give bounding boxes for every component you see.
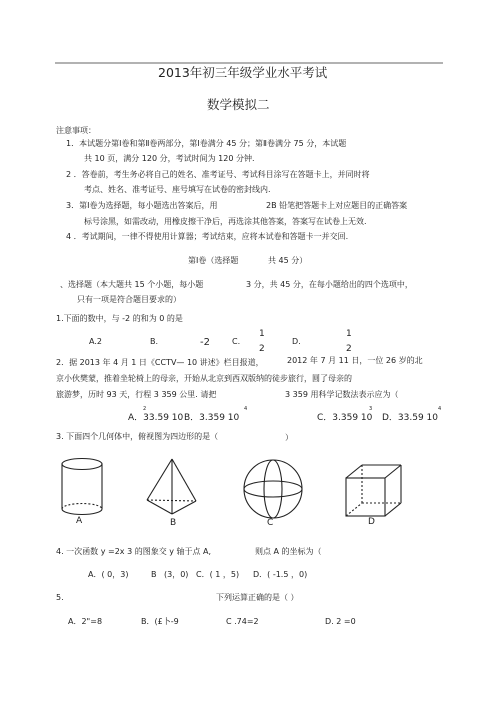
question-3-close: ） [285, 433, 293, 442]
question-1-stem: 1.下面的数中，与 -2 的和为 0 的是 [56, 314, 183, 323]
question-2-option-d-exponent: 4 [438, 406, 442, 412]
notice-line: 考点、姓名、准考证号、座号填写在试卷的密封线内. [84, 185, 271, 194]
question-2-line: 2．据 2013 年 4 月 1 日《CCTV— 10 讲述》栏目报道， [56, 358, 264, 367]
section-intro: 、选择题（本大题共 15 个小题，每小题 [60, 280, 204, 289]
notice-line: 4 ．考试期间，一律不得使用计算器；考试结束，应将本试卷和答题卡一并交回. [66, 232, 349, 241]
page-title: 2013年初三年级学业水平考试 [158, 65, 328, 80]
section-points: 共 45 分） [268, 256, 308, 265]
question-2-option-a-exponent: 2 [143, 406, 147, 412]
sphere-figure [244, 460, 302, 518]
section-title: 第Ⅰ卷（选择题 [188, 256, 239, 265]
question-1-option-d-denominator: 2 [346, 344, 352, 354]
notice-heading: 注意事项： [56, 126, 96, 135]
question-2-line: 京小伙樊蒙，推着坐轮椅上的母亲，开始从北京到西双版纳的徒步旅行，圆了母亲的 [56, 374, 352, 383]
question-1-option-d: D. [292, 337, 301, 346]
question-2-line: 3 359 用科学记数法表示应为（ [285, 390, 399, 399]
section-intro: 只有一项是符合题目要求的） [77, 295, 181, 304]
notice-line: 标号涂黑，如需改动，用橡皮擦干净后，再选涂其他答案，答案写在试卷上无效. [84, 217, 367, 226]
question-3-label-d: D [368, 517, 375, 527]
notice-line: 1．本试题分第Ⅰ卷和第Ⅱ卷两部分，第Ⅰ卷满分 45 分；第Ⅱ卷满分 75 分，本试题 [66, 139, 347, 148]
question-3-label-a: A [76, 516, 83, 526]
question-3-label-b: B [170, 518, 177, 528]
section-intro: 3 分，共 45 分，在每小题给出的四个选项中， [246, 280, 413, 289]
question-1-option-b: B. [150, 337, 159, 346]
question-2-line: 2012 年 7 月 11 日，一位 26 岁的北 [287, 356, 423, 365]
notice-line: 2B 铅笔把答题卡上对应题目的正确答案 [266, 201, 408, 210]
question-2-option-c: C．3.359 10 [317, 413, 373, 423]
question-4-option-d: D．( -1.5 ，0) [253, 570, 308, 579]
question-5-number: 5. [56, 593, 64, 602]
question-4-option-b: B [151, 570, 157, 579]
cube-figure [346, 465, 401, 516]
question-1-option-c-numerator: 1 [259, 329, 265, 339]
question-2-line: 旅游梦，历时 93 天，行程 3 359 公里. 请把 [56, 390, 217, 399]
question-4-option-a: A．( 0，3) [88, 570, 129, 579]
question-4-stem: 4. 一次函数 y =2x 3 的图象交 y 轴于点 A, [56, 547, 212, 556]
question-4-option-b-value: (3，0) [164, 570, 189, 579]
question-2-option-a: A．33.59 10 [128, 413, 184, 423]
question-5-stem: 下列运算正确的是（ ） [216, 593, 299, 602]
question-2-option-b: B．3.359 10 [184, 413, 240, 423]
page-subtitle: 数学模拟二 [207, 97, 270, 112]
question-5-option-a: A．2"=8 [68, 617, 103, 626]
question-2-option-d: D．33.59 10 [382, 413, 439, 423]
question-3-label-c: C [267, 518, 274, 528]
question-5-option-d: D. 2 =0 [325, 617, 356, 626]
question-4-stem: 则点 A 的坐标为（ [255, 547, 322, 556]
question-1-option-d-numerator: 1 [346, 329, 352, 339]
question-1-option-c-denominator: 2 [259, 344, 265, 354]
question-1-option-b-value: -2 [200, 337, 210, 348]
pyramid-figure [147, 459, 196, 514]
notice-line: 共 10 页，满分 120 分，考试时间为 120 分钟. [84, 154, 255, 163]
question-5-option-b: B．(£卜-9 [141, 617, 179, 626]
question-1-option-c: C. [232, 337, 241, 346]
question-4-option-c: C．( 1 ，5) [196, 570, 240, 579]
question-2-option-c-exponent: 3 [369, 406, 373, 412]
notice-line: 3．第Ⅰ卷为选择题，每小题选出答案后，用 [66, 201, 218, 210]
question-3-stem: 3. 下面四个几何体中，俯视图为四边形的是（ [56, 432, 219, 441]
question-2-option-b-exponent: 4 [244, 406, 248, 412]
question-5-option-c: C .74=2 [226, 617, 259, 626]
cylinder-figure [62, 459, 102, 515]
question-1-option-a: A.2 [89, 337, 102, 346]
notice-line: 2 ．答卷前，考生务必将自己的姓名、准考证号、考试科目涂写在答题卡上，并同时将 [66, 170, 370, 179]
